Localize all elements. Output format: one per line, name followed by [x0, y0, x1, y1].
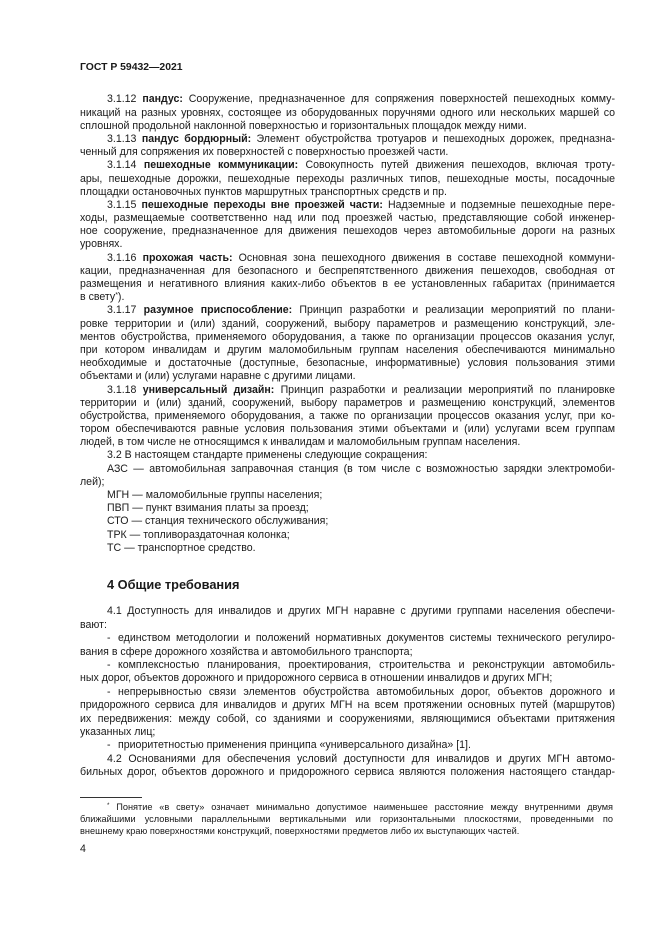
bullet-text: комплексностью планирования, проектирования, строительства и реконструкции автомобиль- [118, 658, 615, 671]
bullet-item [80, 632, 615, 645]
clause-number: 3.1.14 [107, 159, 137, 172]
text-line: вания в сфере дорожного хозяйства и автомобильного транспорта; [80, 645, 413, 658]
bullet-dash: - [107, 739, 111, 752]
section-3-terms [80, 93, 615, 555]
clause-number: 3.1.18 [107, 383, 137, 396]
text-line: тором обеспечиваются равные условия пользования этими объектами и (или) услугами всем группам [80, 423, 615, 436]
text-line: кации, предназначенная для безопасного и беспрепятственного движения пешеходов, свободная от [80, 264, 615, 277]
term: универсальный дизайн: [142, 383, 275, 396]
document-id-header: ГОСТ Р 59432—2021 [80, 62, 183, 73]
bullet-dash: - [107, 632, 111, 645]
definition-text: Основная зона пешеходного движения в составе пешеходной коммуни- [238, 251, 615, 264]
text-line: людей, в том числе не относящимся к инвалидам и маломобильным группам населения. [80, 436, 521, 449]
text-line: ченный для сопряжения их поверхностей с поверхностью проезжей части. [80, 146, 449, 159]
bullet-text: приоритетностью применения принципа «универсального дизайна» [1]. [118, 739, 471, 752]
term: пандус: [142, 93, 183, 106]
text-line: обустройства, применяемого оборудования, а также по организации процессов оказания услуг, при ко- [80, 409, 615, 422]
footnote-text: Понятие «в свету» означает минимально допустимое наименьшее расстояние между внутренними двумя [116, 802, 613, 812]
text-line: необходимые и достаточные (доступные, безопасные, информативные) условия пользования этими [80, 357, 615, 370]
text-line: при котором инвалидам и другим маломобильным группам населения обеспечиваются минимально [80, 343, 615, 356]
paragraph-4-1: 4.1 Доступность для инвалидов и других МГН наравне с другими группами населения обеспечи- [107, 605, 615, 618]
text-line: ментов обустройства, применяемого оборудования, а также по организации процессов оказания услуг, [80, 330, 615, 343]
abbreviation-line: лей); [80, 475, 105, 488]
text-line: уровнях. [80, 238, 123, 251]
text-line: объектами и (или) услугами наравне с другими лицами. [80, 370, 356, 383]
text-line: размещения и негативного влияния каких-либо объектов в ее установленных габаритах (принимается [80, 278, 615, 291]
footnote-line: ближайшими условными параллельными вертикальными или горизонтальными плоскостями, проведенными по [80, 814, 613, 824]
clause-number: 3.1.12 [107, 93, 137, 106]
text-fragment: ). [117, 291, 125, 304]
definition-text: Совокупность путей движения пешеходов, включая троту- [305, 159, 615, 172]
section-heading: 4 Общие требования [107, 577, 240, 592]
text-line: площадки остановочных пунктов маршрутных транспортных средств и пр. [80, 185, 447, 198]
text-line: ных дорог, объектов дорожного и придорожного сервиса в отношении инвалидов и других МГН; [80, 672, 553, 685]
definition-3-1-14 [80, 159, 615, 172]
abbreviation-line: ТС — транспортное средство. [107, 541, 256, 554]
text-line: ходы, размещаемые соответственно над или под проезжей частью, представляющие собой инженер- [80, 212, 615, 225]
text-line: никаций на разных уровнях, состоящее из оборудованных поручнями одного или нескольких маршей со [80, 106, 615, 119]
definition-3-1-18 [80, 384, 615, 397]
text-line: сплошной продольной наклонной поверхностью и горизонтальных площадок между ними. [80, 119, 527, 132]
term: разумное приспособление: [143, 304, 293, 317]
section-4-body [80, 605, 615, 779]
abbreviation-line: МГН — маломобильные группы населения; [107, 489, 323, 502]
clause-number: 3.1.15 [107, 198, 137, 211]
definition-text: Надземные и подземные пешеходные пере- [387, 198, 615, 211]
term: пешеходные переходы вне проезжей части: [141, 198, 383, 211]
footnote-line [80, 801, 613, 813]
footnote-mark: * [107, 802, 110, 809]
definition-3-1-15 [80, 199, 615, 212]
abbreviation-line: СТО — станция технического обслуживания; [107, 515, 329, 528]
paragraph-3-2: 3.2 В настоящем стандарте применены следующие сокращения: [107, 449, 428, 462]
clause-number: 3.1.17 [107, 304, 137, 317]
text-line: ное сооружение, предназначенное для движения пешеходов через автомобильные дороги на разных [80, 225, 615, 238]
definition-text: Элемент обустройства тротуаров и пешеходных дорожек, предназна- [256, 132, 615, 145]
text-line [80, 291, 615, 304]
clause-number: 3.1.13 [107, 132, 137, 145]
text-line: их передвижения: между собой, со зданиями и сооружениями, являющимися объектами притяжения [80, 712, 615, 725]
text-line: ары, пешеходные дорожки, пешеходные переходы различных типов, пешеходные мосты, посадочные [80, 172, 615, 185]
bullet-item [80, 739, 615, 752]
term: прохожая часть: [142, 251, 233, 264]
bullet-text: непрерывностью связи элементов обустройства автомобильных дорог, объектов дорожного и [118, 685, 615, 698]
text-line: территории и (или) зданий, сооружений, выбору параметров и размещению конструкций, элементов [80, 396, 615, 409]
paragraph-4-2: 4.2 Основаниями для обеспечения условий доступности для инвалидов и других МГН автомо- [107, 752, 615, 765]
footnote-separator [80, 797, 142, 798]
clause-number: 3.1.16 [107, 251, 137, 264]
definition-text: Принцип разработки и реализации мероприятий по планировке [280, 383, 615, 396]
text-fragment: в свету [80, 291, 116, 304]
definition-text: Сооружение, предназначенное для сопряжения поверхностей пешеходных комму- [188, 93, 615, 106]
bullet-dash: - [107, 658, 111, 671]
text-line: придорожного сервиса для инвалидов и других МГН на всем протяжении основных путей (маршрутов) [80, 699, 615, 712]
bullet-dash: - [107, 685, 111, 698]
bullet-item [80, 686, 615, 699]
footnote-line: внешнему краю поверхностями конструкций, поверхностями предметов либо их выступающих частей. [80, 826, 520, 836]
bullet-text: единством методологии и положений нормативных документов системы технического регулиро- [118, 632, 615, 645]
definition-3-1-12 [80, 93, 615, 106]
definition-3-1-17 [80, 304, 615, 317]
term: пешеходные коммуникации: [143, 159, 299, 172]
text-line: бильных дорог, объектов дорожного и придорожного сервиса являются положения настоящего стандар- [80, 766, 615, 779]
abbreviation-line: АЗС — автомобильная заправочная станция (в том числе с возможностью зарядки электромоби- [107, 462, 615, 475]
page-number: 4 [80, 843, 86, 855]
term: пандус бордюрный: [141, 132, 252, 145]
definition-3-1-16 [80, 252, 615, 265]
text-line: указанных лиц; [80, 725, 156, 738]
footnote-reference-mark: * [115, 291, 118, 299]
footnote [80, 801, 613, 837]
definition-text: Принцип разработки и реализации мероприятий по плани- [299, 304, 615, 317]
abbreviation-line: ПВП — пункт взимания платы за проезд; [107, 502, 309, 515]
bullet-item [80, 659, 615, 672]
text-line: вают: [80, 618, 107, 631]
abbreviation-line: ТРК — топливораздаточная колонка; [107, 528, 290, 541]
definition-3-1-13 [80, 133, 615, 146]
text-line: ровке территории и (или) зданий, сооружений, выбору параметров и размещению конструкций, эле- [80, 317, 615, 330]
